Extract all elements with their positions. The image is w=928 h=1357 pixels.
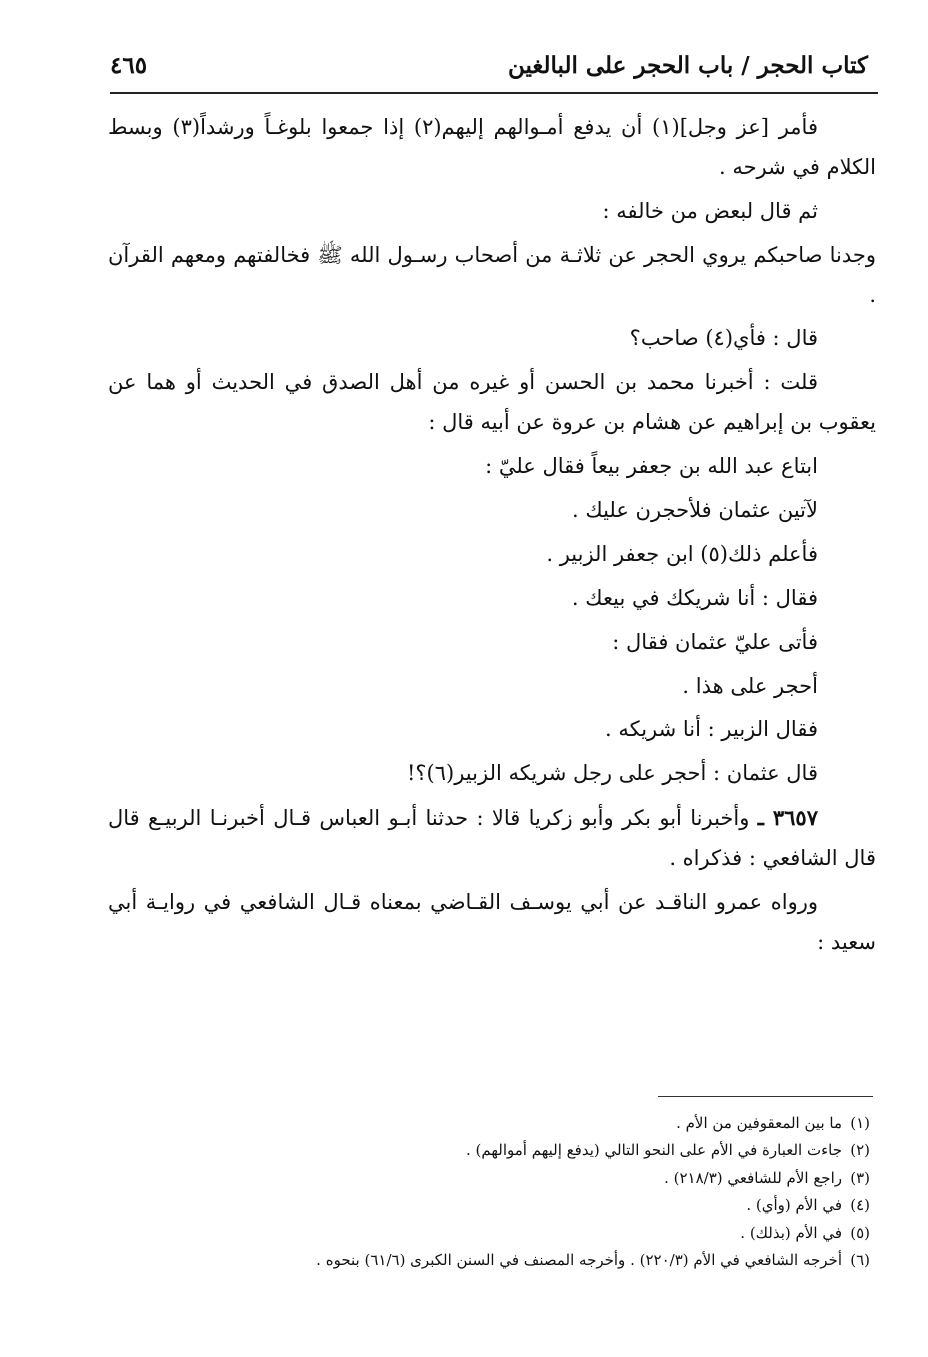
footnotes-list (110, 1110, 870, 1275)
hadith-text: وأخبرنا أبو بكر وأبو زكريا قالا : حدثنا أبـو العباس قـال أخبرنـا الربيـع قال قال الشافعي : فذكراه . (108, 806, 876, 871)
footnote-text: في الأم (بذلك) . (740, 1223, 842, 1242)
paragraph-4: قال : فأي(٤) صاحب؟ (629, 326, 818, 351)
hadith-number: ٣٦٥٧ ـ (757, 805, 818, 831)
page-number: ٤٦٥ (110, 52, 148, 79)
footnote-marker: (٥) (850, 1223, 870, 1242)
footnote (110, 1137, 870, 1164)
footnote-text: ما بين المعقوفين من الأم . (676, 1114, 842, 1132)
footnote (110, 1192, 870, 1219)
paragraph-5: قلت : أخبرنا محمد بن الحسن أو غيره من أهل الصدق في الحديث أو هما عن يعقوب بن إبراهيم عن هشام بن عروة عن أبيه قال : (108, 370, 876, 435)
footnote-text: راجع الأم للشافعي (٢١٨/٣) . (664, 1168, 842, 1187)
footnote-marker: (٤) (850, 1196, 870, 1215)
header-rule (110, 92, 878, 94)
footnote-marker: (٣) (850, 1168, 870, 1187)
footnote-text: في الأم (وأي) . (746, 1196, 842, 1215)
paragraph-15: ورواه عمرو الناقـد عن أبي يوسـف القـاضي بمعناه قـال الشافعي في روايـة أبي سعيد : (108, 890, 876, 954)
quote-line-6: أحجر على هذا . (682, 673, 818, 698)
footnote (110, 1247, 870, 1274)
page-header (110, 44, 868, 92)
paragraph-2: ثم قال لبعض من خالفه : (602, 198, 818, 223)
quote-line-8: قال عثمان : أحجر على رجل شريكه الزبير(٦)؟! (406, 761, 818, 786)
quote-line-1: ابتاع عبد الله بن جعفر بيعاً فقال عليّ : (485, 454, 818, 479)
footnote-rule (658, 1096, 873, 1097)
footnote-text: جاءت العبارة في الأم على النحو التالي (يدفع إليهم أموالهم) . (466, 1141, 842, 1160)
quote-line-2: لآتين عثمان فلأحجرن عليك . (572, 498, 818, 523)
footnote (110, 1220, 870, 1247)
main-text (108, 108, 876, 967)
footnote (110, 1110, 870, 1137)
footnote-marker: (٦) (850, 1251, 870, 1270)
running-title: كتاب الحجر / باب الحجر على البالغين (507, 52, 868, 79)
quote-line-7: فقال الزبير : أنا شريكه . (605, 717, 818, 742)
paragraph-1: فأمر [عز وجل](١) أن يدفع أمـوالهم إليهم(٢) إذا جمعوا بلوغـاً ورشداً(٣) وبسط الكلام في شرحه . (108, 115, 876, 179)
footnote-marker: (٢) (850, 1141, 870, 1160)
footnote (110, 1165, 870, 1192)
hadith-entry (108, 798, 876, 879)
quote-line-5: فأتى عليّ عثمان فقال : (612, 629, 818, 654)
quote-line-3: فأعلم ذلك(٥) ابن جعفر الزبير . (546, 541, 818, 566)
footnote-text: أخرجه الشافعي في الأم (٢٢٠/٣) . وأخرجه المصنف في السنن الكبرى (٦١/٦) بنحوه . (316, 1251, 842, 1270)
footnote-marker: (١) (850, 1114, 870, 1132)
paragraph-3: وجدنا صاحبكم يروي الحجر عن ثلاثـة من أصحاب رسـول الله ﷺ فخالفتهم ومعهم القرآن . (108, 242, 876, 307)
quote-line-4: فقال : أنا شريكك في بيعك . (571, 585, 818, 610)
